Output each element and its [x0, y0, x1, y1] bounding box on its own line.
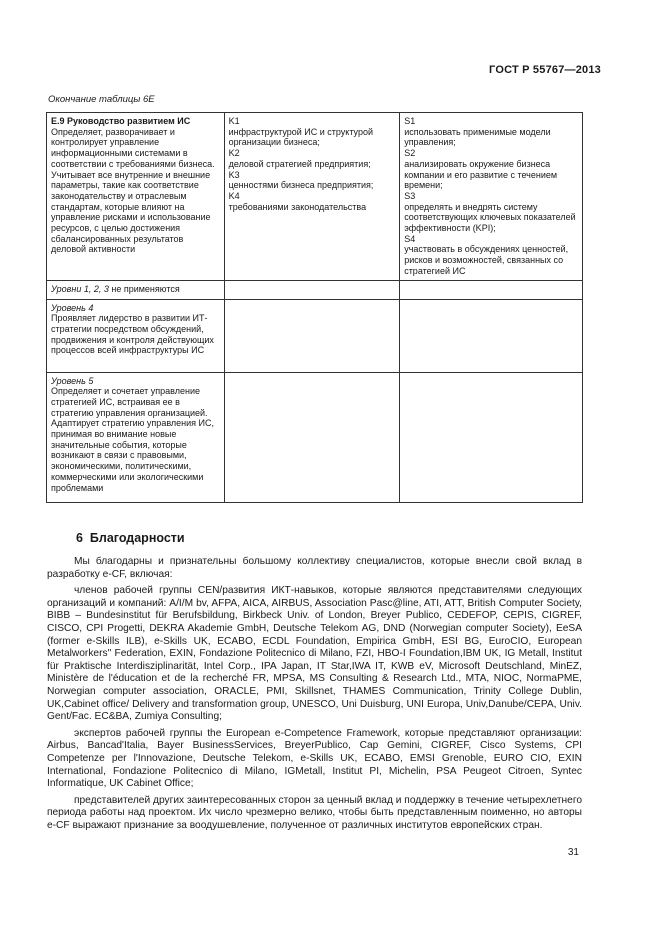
acknowledgements-body [47, 556, 582, 836]
knowledge-cell [224, 113, 400, 281]
knowledge-list: K1 инфраструктурой ИС и структурой организации бизнеса; K2 деловой стратегией предприятия; K3 ценностями бизнеса предприятия; K4 требованиями законодательства [228, 116, 374, 212]
level4-cell [47, 299, 225, 372]
competence-description: Определяет, разворачивает и контролирует управление информационными системами в соответствии с требованиями бизнеса. Учитывает все внутренние и внешние параметры, такие как соответствие законодательству и отраслевым стандартам, которые влияют на управление рисками и использование ресурсов, с целью достижения сбалансированных результатов деловой активности [51, 126, 215, 255]
level4-label: Уровень 4 [51, 302, 94, 313]
section-heading [76, 531, 185, 545]
level5-text: Определяет и сочетает управление стратегией ИС, встраивая ее в стратегию управления организацией. Адаптирует стратегию управления ИС, принимая во внимание новые значительные события, которые возникают в связи с правовыми, экономическими, политическими, коммерческими или экологическими проблемами [51, 386, 214, 493]
section-title: Благодарности [89, 531, 185, 545]
table-row [47, 113, 583, 281]
level5-cell [47, 372, 225, 502]
paragraph: членов рабочей группы CEN/развития ИКТ-навыков, которые являются представителями следующих организаций и компаний: A/I/M bv, AFPA, AICA, AIRBUS, Association Pasc@line, ATI, ATT, British Computer Society, BIBB – Bundesinstitut für Berufsbildung, Birkbeck Univ. of London, Breyer Publico, CEDEFOP, CEPIS, CIGREF, CISCO, CPI Progetti, DEKRA Akademie GmbH, Deutsche Telekom AG, DND (Norwegian computer Society), EeSA (former e-Skills ILB), e-Skills UK, ECABO, ECDL Foundation, Empirica GmbH, ESI BG, EuroCIO, European Metalworkers" Federation, EXIN, Fondazione Politecnico di Milano, FZI, HBO-I Foundation,IBM UK, IG Metall, Institut für Praktische Interdisziplinarität, Intel Corp., IPA Japan, IT Star,IWA IT, KWB eV, Microsoft Deutschland, MinEZ, Ministère de l'éducation et de la recherché FR, MPSA, MS Consulting & Research Ltd., MTA, NIOC, NormaPME, Norwegian computer association, ORACLE, PMI, Skillsnet, THAMES Communication, Trinity College Dublin, UK,Cabinet office/ Delivery and transformation group, UNESCO, Uni Duisburg, UNI Europa, Univ,Danube/CEPA, Univ. Gent/Fac. EC&BA, Zumiya Consulting; [47, 585, 582, 723]
table-row [47, 372, 583, 502]
level4-text: Проявляет лидерство в развитии ИТ-стратегии посредством обсуждений, продвижения и контроля действующих процессов всей инфраструктуры ИС [51, 313, 214, 356]
skills-cell [400, 113, 583, 281]
competence-table [46, 112, 583, 503]
section-number: 6 [76, 531, 83, 545]
paragraph: Мы благодарны и признательны большому коллективу специалистов, которые внесли свой вклад в разработку e-CF, включая: [47, 556, 582, 580]
competence-title: E.9 Руководство развитием ИС [51, 116, 191, 126]
skills-list: S1 использовать применимые модели управления; S2 анализировать окружение бизнеса компании и его развитие с течением времени; S3 определять и внедрять систему соответствующих ключевых показателей эффективности (KPI); S4 участвовать в обсуждениях ценностей, рисков и возможностей, связанных со стратегией ИС [404, 116, 576, 276]
levels-na-cell [47, 280, 225, 299]
paragraph: экспертов рабочей группы the European e-Competence Framework, которые представляют организации: Airbus, Bancad'Italia, Bayer BusinessServices, BreyerPublico, Cap Gemini, CIGREF, Cisco Systems, CPI Competenze per l'Innovazione, Deutsche Telekom, e-Skills UK, ECABO, EMSI Grenoble, EURO CIO, EXIN International, Fondazione Politecnico di Milano, IGMetall, Institut PI, Michelin, PSA Peugeot Citroen, Syntec Informatique, UK Cabinet Office; [47, 727, 582, 790]
standard-header: ГОСТ Р 55767—2013 [489, 64, 601, 76]
table-row [47, 280, 583, 299]
competence-cell [47, 113, 225, 281]
level5-label: Уровень 5 [51, 375, 94, 386]
table-row [47, 299, 583, 372]
paragraph: представителей других заинтересованных сторон за ценный вклад и поддержку в течение четырехлетнего периода работы над проектом. Их число чрезмерно велико, чтобы быть представленным поименно, но авторы e-CF выражают признание за воодушевление, полученное от различных институтов европейских стран. [47, 794, 582, 831]
levels-na-text: не применяются [108, 283, 180, 294]
levels-na-label: Уровни 1, 2, 3 [51, 283, 109, 294]
table-caption: Окончание таблицы 6E [48, 94, 155, 105]
page-number: 31 [567, 847, 579, 858]
